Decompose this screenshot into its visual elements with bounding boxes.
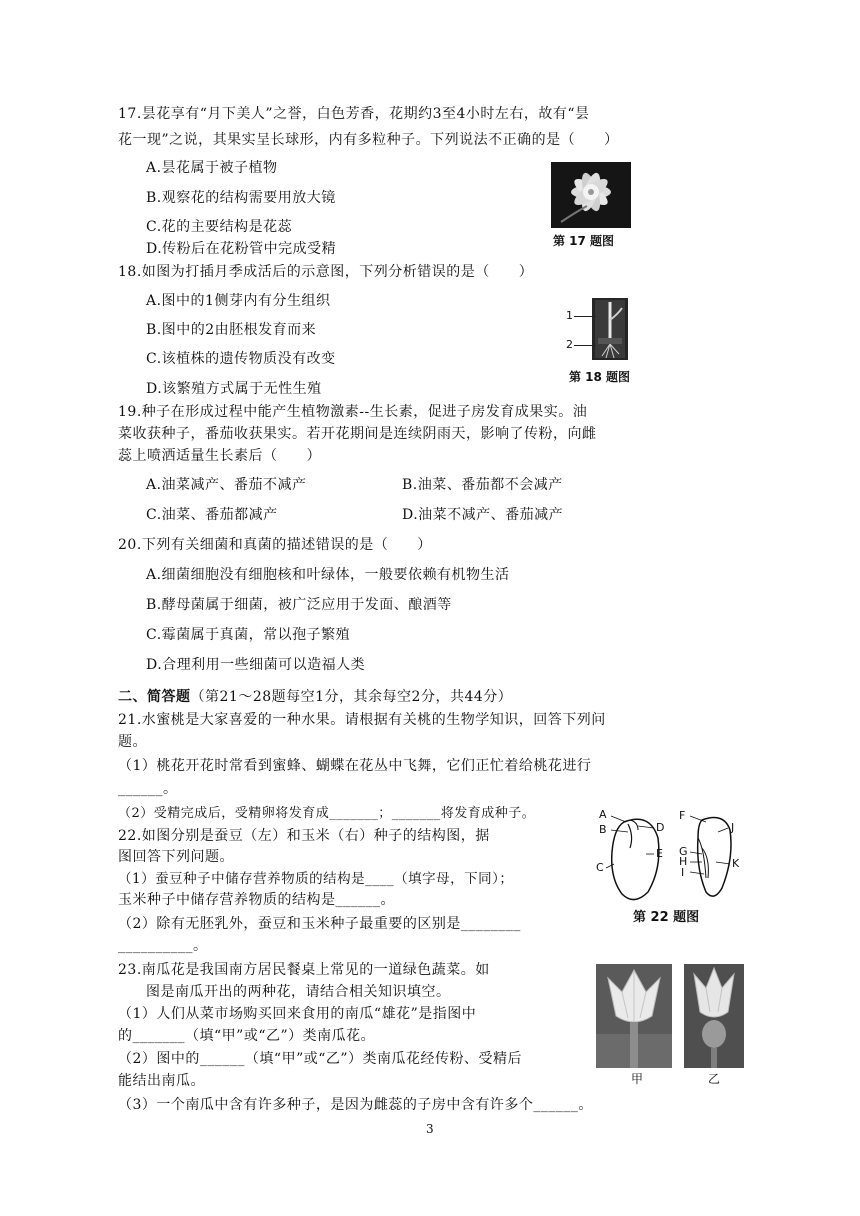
q21-part2: （2）受精完成后，受精卵将发育成_______；_______将发育成种子。 — [118, 806, 536, 821]
q22-seed-diagram — [594, 808, 746, 908]
q22-label-i: I — [681, 866, 685, 879]
q17-option-a: A.昙花属于被子植物 — [146, 160, 278, 176]
q20-stem-line1: 20.下列有关细菌和真菌的描述错误的是（ ） — [118, 537, 432, 553]
q21-stem-line2: 题。 — [118, 734, 147, 750]
q23-part2-line1: （2）图中的______（填“甲”或“乙”）类南瓜花经传粉、受精后 — [118, 1051, 523, 1067]
q18-label-1: 1 — [566, 309, 573, 322]
q17-option-c: C.花的主要结构是花蕊 — [146, 219, 293, 235]
q22-label-h: H — [679, 855, 688, 868]
q20-option-c: C.霉菌属于真菌，常以孢子繁殖 — [146, 627, 351, 643]
q20-option-d: D.合理利用一些细菌可以造福人类 — [146, 657, 366, 673]
q18-leader-1 — [574, 316, 596, 317]
q23-stem-line1: 23.南瓜花是我国南方居民餐桌上常见的一道绿色蔬菜。如 — [118, 962, 490, 978]
q22-stem-line1: 22.如图分别是蚕豆（左）和玉米（右）种子的结构图，据 — [118, 828, 490, 844]
q22-label-j: J — [731, 821, 735, 834]
q21-part1-blank: ______。 — [118, 781, 178, 797]
q19-option-c: C.油菜、番茄都减产 — [146, 507, 278, 523]
q23-part2-line2: 能结出南瓜。 — [118, 1073, 205, 1089]
q22-label-d: D — [656, 821, 665, 834]
q19-stem-line1: 19.种子在形成过程中能产生植物激素--生长素，促进子房发育成果实。油 — [118, 404, 588, 420]
q22-label-c: C — [596, 861, 604, 874]
q17-option-d: D.传粉后在花粉管中完成受精 — [146, 241, 337, 257]
q22-label-k: K — [732, 857, 740, 870]
q23-part1-line1: （1）人们从菜市场购买回来食用的南瓜“雄花”是指图中 — [118, 1006, 477, 1022]
section-2-note: （第21～28题每空1分，其余每空2分，共44分） — [190, 689, 513, 705]
q18-label-2: 2 — [566, 338, 573, 351]
q20-option-a: A.细菌细胞没有细胞核和叶绿体，一般要依赖有机物生活 — [146, 567, 510, 583]
q22-label-a: A — [599, 808, 607, 821]
q23-fig-label-yi: 乙 — [708, 1072, 721, 1086]
q18-option-d: D.该繁殖方式属于无性生殖 — [146, 381, 322, 397]
page-number: 3 — [426, 1122, 434, 1136]
q23-part3: （3）一个南瓜中含有许多种子，是因为雌蕊的子房中含有许多个______。 — [118, 1097, 593, 1113]
q23-fig-label-jia: 甲 — [631, 1072, 644, 1086]
q22-part2-line2: __________。 — [118, 938, 208, 954]
section-2-title: 二、简答题 — [118, 689, 191, 705]
q19-option-a: A.油菜减产、番茄不减产 — [146, 477, 307, 493]
q21-part1: （1）桃花开花时常看到蜜蜂、蝴蝶在花丛中飞舞，它们正忙着给桃花进行 — [118, 758, 592, 774]
q20-option-b: B.酵母菌属于细菌，被广泛应用于发面、酿酒等 — [146, 597, 452, 613]
q22-label-f: F — [679, 809, 686, 822]
q17-option-b: B.观察花的结构需要用放大镜 — [146, 190, 336, 206]
q23-flower-jia-image — [596, 964, 672, 1068]
q18-option-c: C.该植株的遗传物质没有改变 — [146, 351, 336, 367]
q18-stem-line1: 18.如图为打插月季成活后的示意图，下列分析错误的是（ ） — [118, 264, 534, 280]
q18-cutting-image — [592, 298, 628, 360]
q22-figure-caption: 第 22 题图 — [633, 910, 700, 925]
q22-label-e: E — [656, 847, 663, 860]
q18-option-a: A.图中的1侧芽内有分生组织 — [146, 293, 331, 309]
q17-flower-image — [551, 162, 631, 228]
q19-option-d: D.油菜不减产、番茄减产 — [402, 507, 564, 523]
q17-stem-line2: 花一现”之说，其果实呈长球形，内有多粒种子。下列说法不正确的是（ ） — [118, 132, 619, 148]
q18-figure-caption: 第 18 题图 — [569, 370, 631, 384]
q21-stem-line1: 21.水蜜桃是大家喜爱的一种水果。请根据有关桃的生物学知识，回答下列问 — [118, 712, 606, 728]
q23-part1-line2: 的_______（填“甲”或“乙”）类南瓜花。 — [118, 1028, 376, 1044]
q22-label-g: G — [679, 845, 688, 858]
q17-stem-line1: 17.昙花享有“月下美人”之誉，白色芳香，花期约3至4小时左右，故有“昙 — [118, 106, 590, 122]
q19-stem-line2: 菜收获种子，番茄收获果实。若开花期间是连续阴雨天，影响了传粉，向雌 — [118, 426, 597, 442]
q23-flower-yi-image — [684, 964, 744, 1068]
q22-stem-line2: 图回答下列问题。 — [118, 849, 234, 865]
q22-part1-line2: 玉米种子中储存营养物质的结构是______。 — [118, 892, 395, 908]
q19-stem-line3: 蕊上喷洒适量生长素后（ ） — [118, 448, 321, 464]
q17-figure-caption: 第 17 题图 — [553, 234, 615, 248]
section-2-header — [118, 687, 512, 707]
q19-option-b: B.油菜、番茄都不会减产 — [402, 477, 563, 493]
q22-part1-line1: （1）蚕豆种子中储存营养物质的结构是____（填字母，下同）； — [118, 871, 514, 887]
q18-option-b: B.图中的2由胚根发育而来 — [146, 322, 317, 338]
q22-part2-line1: （2）除有无胚乳外，蚕豆和玉米种子最重要的区别是________ — [118, 916, 521, 932]
q18-leader-2 — [574, 345, 596, 346]
q23-stem-line2: 图是南瓜开出的两种花，请结合相关知识填空。 — [146, 984, 451, 1000]
q22-label-b: B — [599, 823, 607, 836]
